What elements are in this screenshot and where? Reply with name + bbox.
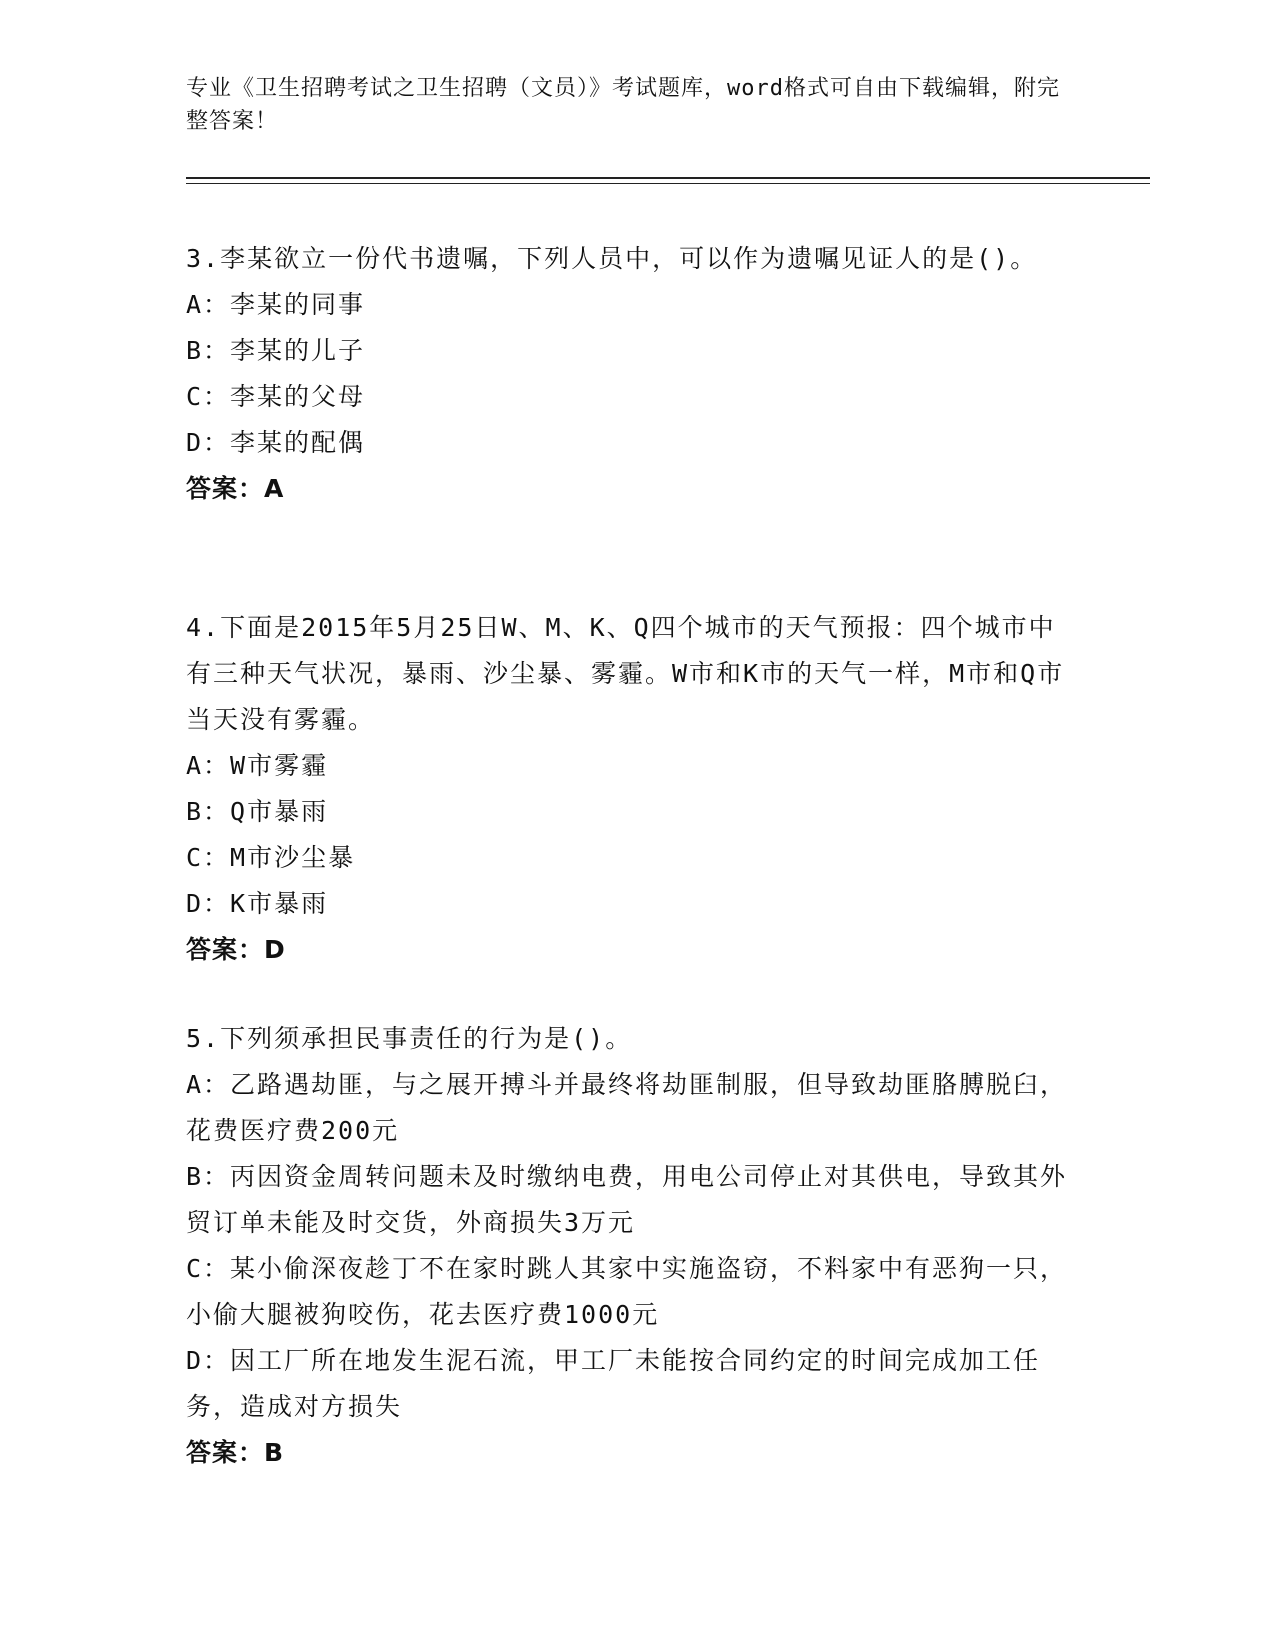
option-d: D：李某的配偶 bbox=[186, 428, 366, 457]
answer-line: 答案：A bbox=[186, 474, 285, 503]
option-b: B：丙因资金周转问题未及时缴纳电费，用电公司停止对其供电，导致其外贸订单未能及时交货，外商损失3万元 bbox=[186, 1162, 1068, 1237]
document-header: 专业《卫生招聘考试之卫生招聘（文员）》考试题库，word格式可自由下载编辑，附完整答案！ bbox=[186, 76, 1060, 134]
option-d: D：K市暴雨 bbox=[186, 889, 329, 918]
option-a: A：李某的同事 bbox=[186, 290, 366, 319]
header-divider-thick bbox=[186, 177, 1150, 179]
question-stem: 5.下列须承担民事责任的行为是()。 bbox=[186, 1024, 633, 1053]
option-a: A：W市雾霾 bbox=[186, 751, 329, 780]
answer-line: 答案：D bbox=[186, 935, 286, 964]
option-c: C：M市沙尘暴 bbox=[186, 843, 356, 872]
option-c: C：某小偷深夜趁丁不在家时跳人其家中实施盗窃，不料家中有恶狗一只，小偷大腿被狗咬伤，花去医疗费1000元 bbox=[186, 1254, 1068, 1329]
header-divider-thin bbox=[186, 183, 1150, 184]
option-a: A：乙路遇劫匪，与之展开搏斗并最终将劫匪制服，但导致劫匪胳膊脱臼，花费医疗费200元 bbox=[186, 1070, 1068, 1145]
question-stem: 3.李某欲立一份代书遗嘱，下列人员中，可以作为遗嘱见证人的是()。 bbox=[186, 244, 1038, 273]
question-3 bbox=[186, 236, 1076, 512]
option-c: C：李某的父母 bbox=[186, 382, 366, 411]
question-5 bbox=[186, 1016, 1076, 1476]
question-4 bbox=[186, 605, 1076, 973]
option-b: B：Q市暴雨 bbox=[186, 797, 329, 826]
option-b: B：李某的儿子 bbox=[186, 336, 366, 365]
option-d: D：因工厂所在地发生泥石流，甲工厂未能按合同约定的时间完成加工任务，造成对方损失 bbox=[186, 1346, 1041, 1421]
question-stem: 4.下面是2015年5月25日W、M、K、Q四个城市的天气预报：四个城市中有三种天气状况，暴雨、沙尘暴、雾霾。W市和K市的天气一样，M市和Q市当天没有雾霾。 bbox=[186, 613, 1065, 734]
answer-line: 答案：B bbox=[186, 1438, 285, 1467]
